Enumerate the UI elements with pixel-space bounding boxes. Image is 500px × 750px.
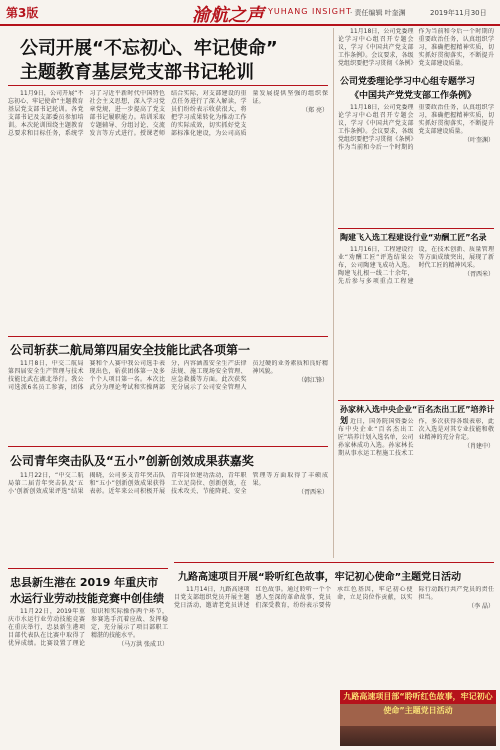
divider	[338, 400, 494, 401]
article-2-byline: （韩江锋）	[297, 377, 328, 384]
article-5-body: 11月18日，公司党委理论学习中心组召开专题会议，学习《中国共产党支部工作条例》。会议要求，各级党组织要把学习贯彻《条例》作为当前和今后一个时期的重要政治任务，认真组织学习，准确把握精神实质，切实抓好贯彻落实，不断提升党支部建设质量。 （叶奎渊）	[338, 104, 494, 151]
divider	[8, 85, 328, 86]
article-4-title-line-2: 水运行业劳动技能竞赛中创佳绩	[10, 592, 164, 605]
article-6-body: 11月16日，工程建设行业“劝酬工匠”评选结果公布，公司陶建飞成功入选。陶建飞扎根一线二十余年，先后参与多项重点工程建设，在技术创新、质量管理等方面成绩突出，展现了新时代工匠的精神风采。 （胥西米）	[338, 246, 494, 285]
masthead-logo: 渝航之声	[192, 5, 264, 26]
article-5-continuation: 11月18日，公司党委理论学习中心组召开专题会议，学习《中国共产党支部工作条例》。会议要求，各级党组织要把学习贯彻《条例》作为当前和今后一个时期的重要政治任务，认真组织学习，准确把握精神实质，切实抓好贯彻落实，不断提升党支部建设质量。	[338, 28, 494, 67]
article-7-title: 孙家林入选中央企业“百名杰出工匠”培养计划	[340, 405, 495, 425]
column-divider	[333, 28, 334, 558]
article-1-body: 11月9日，公司开展“不忘初心、牢记使命”主题教育基层党支部书记轮训。各党支部书记及支部委员参加培训。本次轮训围绕主题教育总要求和目标任务，系统学习了习近平新时代中国特色社会主义思想，深入学习党章党规，进一步提高了党支部书记履职能力。培训采取专题辅导、分组讨论、交流发言等方式进行。授课老师结合实际，对支部建设的重点任务进行了深入解读，学员们纷纷表示收获很大，将把学习成果转化为推动工作的实际成效，切实抓好党支部标准化建设，为公司高质量发展提供坚强的组织保证。 （郑 亮）	[8, 90, 328, 137]
article-8-title: 九路高速项目开展“聆听红色故事，牢记初心使命”主题党日活动	[178, 572, 462, 583]
article-8-byline: （李 晶）	[468, 603, 494, 610]
article-6-title: 陶建飞入选工程建设行业“劝酬工匠”名录	[340, 233, 487, 242]
article-5-title-line-1: 公司党委理论学习中心组专题学习	[340, 77, 476, 87]
divider	[174, 562, 494, 563]
article-4-title-line-1: 忠县新生港在 2019 年重庆市	[10, 576, 159, 589]
article-8-body: 11月14日，九路高速项目党支部组织党员开展主题党日活动，邀请老党员讲述红色故事。通过聆听一个个感人至深的革命故事，党员们深受教育，纷纷表示要传承红色基因，牢记初心使命，立足岗位作贡献，以实际行动践行共产党员的责任担当。 （李 晶）	[174, 586, 494, 610]
divider	[338, 228, 494, 229]
article-1-byline: （郑 亮）	[302, 107, 328, 114]
article-1-title-line-1: 公司开展“不忘初心、牢记使命”	[20, 38, 278, 59]
issue-date: 2019年11月30日	[430, 9, 487, 17]
editor-credit: · 责任编辑 叶奎渊	[350, 9, 406, 17]
photo-banner: 九路高速项目部“聆听红色故事，牢记初心使命”主题党日活动	[340, 690, 496, 704]
article-5-title-line-2: 《中国共产党党支部工作条例》	[350, 91, 477, 101]
photo-crowd	[340, 726, 496, 746]
article-2-body: 11月8日，中交二航局第四届安全生产管理与技术技能比武在湖北举行。我公司选派6名员工参赛，团体赛和个人赛中我公司选手表现出色，斩获团体第一及多个个人项目第一名。本次比武分为理论考试和实操两部分，内容涵盖安全生产法律法规、施工现场安全管理、应急救援等方面。此次获奖充分展示了公司安全管理人员过硬的业务素质和良好精神风貌。 （韩江锋）	[8, 360, 328, 391]
divider	[8, 446, 328, 447]
article-6-byline: （胥西米）	[463, 271, 494, 278]
event-photo	[340, 690, 496, 746]
article-7-byline: （肖建中）	[463, 443, 494, 450]
article-3-byline: （胥西米）	[297, 489, 328, 496]
article-5-byline: （叶奎渊）	[463, 137, 494, 144]
article-2-title: 公司斩获二航局第四届安全技能比武各项第一	[10, 343, 251, 357]
divider	[8, 568, 168, 569]
article-1-title-line-2: 主题教育基层党支部书记轮训	[20, 62, 254, 83]
divider	[8, 336, 328, 337]
masthead-english: YUHANG INSIGHT	[268, 7, 352, 16]
article-4-byline: （马万洪 张成卫）	[118, 641, 168, 648]
article-3-title: 公司青年突击队及“五小”创新创效成果获嘉奖	[10, 454, 254, 468]
article-3-body: 11月22日，“中交二航局第二届青年突击队及‘五小’创新创效成果评选”结果揭晓，公司多支青年突击队和“五小”创新创效成果获得表彰。近年来公司积极开展青年岗位建功活动，青年职工立足岗位、创新创效，在技术攻关、节能降耗、安全管理等方面取得了丰硕成果。 （胥西米）	[8, 472, 328, 496]
page-header	[0, 0, 500, 26]
page-number: 第3版	[6, 6, 39, 20]
article-7-body: 近日，国务院国资委公布中央企业“百名杰出工匠”培养计划入选名单，公司孙家林成功入选。孙家林长期从事水运工程施工技术工作，多次获得各级表彰，此次入选是对其专业技能和敬业精神的充分肯定。 （肖建中）	[338, 418, 494, 457]
article-4-body: 11月22日，2019年重庆市水运行业劳动技能竞赛在重庆举行，忠县新生港项目部代表队在比赛中取得了优异成绩。比赛设置了理论知识和实际操作两个环节，参赛选手沉着应战、发挥稳定，充分展示了项目部职工精湛的技能水平。 （马万洪 张成卫）	[8, 608, 168, 648]
